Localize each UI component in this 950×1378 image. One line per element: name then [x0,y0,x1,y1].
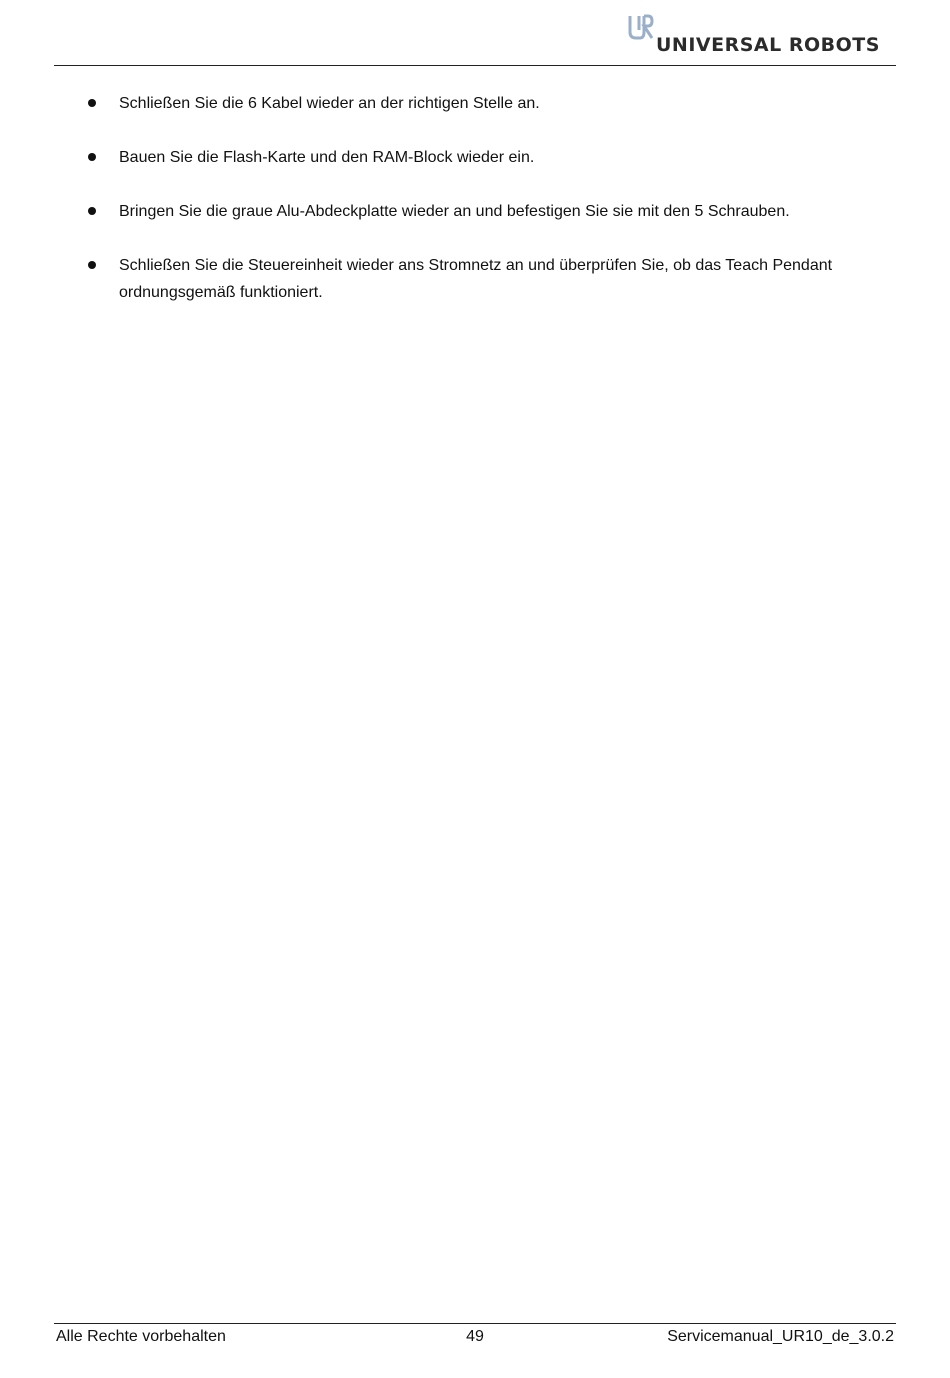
list-item-text: Schließen Sie die 6 Kabel wieder an der richtigen Stelle an. [119,95,540,112]
list-item-text: Bauen Sie die Flash-Karte und den RAM-Block wieder ein. [119,149,535,166]
list-item [84,144,896,171]
bullet-icon [88,261,96,269]
document-body [84,90,896,333]
list-item [84,198,896,225]
document-id: Servicemanual_UR10_de_3.0.2 [667,1328,894,1345]
bullet-icon [88,153,96,161]
page-number: 49 [466,1328,484,1345]
footer-rights: Alle Rechte vorbehalten [56,1328,226,1345]
list-item [84,252,896,306]
universal-robots-logo [628,12,884,60]
page-header [54,0,896,66]
bullet-icon [88,99,96,107]
ur-logo-icon [628,14,654,42]
list-item [84,90,896,117]
list-item-text: Schließen Sie die Steuereinheit wieder ans Stromnetz an und überprüfen Sie, ob das Teach Pendant ordnungsgemäß funktioniert. [119,257,833,301]
bullet-icon [88,207,96,215]
page-footer [54,1323,896,1353]
logo-text: UNIVERSAL ROBOTS [656,34,880,56]
instruction-list [84,90,896,306]
list-item-text: Bringen Sie die graue Alu-Abdeckplatte wieder an und befestigen Sie sie mit den 5 Schrauben. [119,203,790,220]
